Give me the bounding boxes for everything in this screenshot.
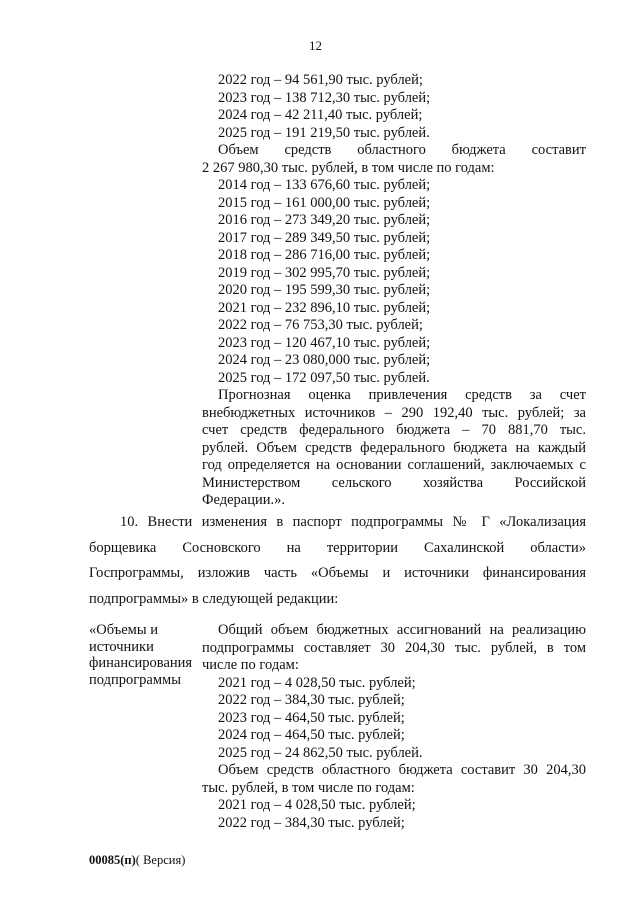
year-line: 2018 год – 286 716,00 тыс. рублей;	[218, 247, 431, 263]
forecast-line: Министерством сельского хозяйства Российской	[202, 474, 586, 491]
year-line: 2022 год – 384,30 тыс. рублей;	[218, 692, 405, 708]
page-number: 12	[309, 38, 322, 53]
financing-block-continued	[202, 72, 586, 510]
total-allocation-line: числе по годам:	[202, 657, 299, 673]
passport-label-line: подпрограммы	[89, 671, 181, 688]
forecast-line: год определяется на основании соглашений, заключаемых с	[202, 457, 586, 473]
year-line: 2023 год – 120 467,10 тыс. рублей;	[218, 334, 431, 351]
section-10-line: борщевика Сосновского на территории Сахалинской области»	[89, 539, 586, 556]
year-line: 2016 год – 273 349,20 тыс. рублей;	[218, 212, 431, 228]
year-line: 2024 год – 464,50 тыс. рублей;	[218, 727, 405, 743]
year-line: 2021 год – 232 896,10 тыс. рублей;	[218, 299, 431, 316]
year-line: 2023 год – 464,50 тыс. рублей;	[218, 709, 405, 726]
forecast-line: Федерации.».	[202, 492, 285, 508]
year-line: 2022 год – 76 753,30 тыс. рублей;	[218, 317, 423, 333]
year-line: 2022 год – 94 561,90 тыс. рублей;	[218, 72, 423, 88]
scan-edge-mark	[0, 295, 2, 355]
year-line: 2023 год – 138 712,30 тыс. рублей;	[218, 89, 431, 106]
document-code: 00085(п)	[89, 853, 136, 867]
year-line: 2021 год – 4 028,50 тыс. рублей;	[218, 797, 416, 813]
regional-budget-total: 2 267 980,30 тыс. рублей, в том числе по годам:	[202, 159, 495, 176]
year-line: 2024 год – 23 080,000 тыс. рублей;	[218, 352, 431, 368]
passport-label-line: источники	[89, 638, 154, 655]
forecast-line: внебюджетных источников – 290 192,40 тыс. рублей; за	[202, 404, 586, 421]
section-10-line: подпрограммы» в следующей редакции:	[89, 590, 339, 607]
year-line: 2014 год – 133 676,60 тыс. рублей;	[218, 177, 431, 193]
total-allocation-line: подпрограммы составляет 30 204,30 тыс. рублей, в том	[202, 639, 586, 656]
year-line: 2022 год – 384,30 тыс. рублей;	[218, 814, 405, 831]
passport-value-column	[202, 622, 586, 832]
passport-label-line: финансирования	[89, 655, 193, 671]
section-10-paragraph	[89, 510, 586, 612]
forecast-line: Прогнозная оценка привлечения средств за счет	[218, 387, 586, 403]
year-line: 2017 год – 289 349,50 тыс. рублей;	[218, 229, 431, 246]
regional-budget-line: тыс. рублей, в том числе по годам:	[202, 779, 415, 796]
year-line: 2019 год – 302 995,70 тыс. рублей;	[218, 264, 431, 281]
section-10-line: Госпрограммы, изложив часть «Объемы и источники финансирования	[89, 565, 586, 581]
document-version: ( Версия)	[135, 853, 186, 867]
year-line: 2020 год – 195 599,30 тыс. рублей;	[218, 282, 431, 298]
regional-budget-line: Объем средств областного бюджета составит 30 204,30	[218, 762, 586, 778]
year-line: 2024 год – 42 211,40 тыс. рублей;	[218, 107, 423, 123]
forecast-line: рублей. Объем средств федерального бюджета на каждый	[202, 439, 586, 456]
forecast-line: счет средств федерального бюджета – 70 881,70 тыс.	[202, 422, 586, 438]
regional-budget-intro: Объем средств областного бюджета составит	[218, 142, 586, 158]
document-footer	[89, 852, 185, 870]
passport-label-line: «Объемы и	[89, 622, 158, 638]
year-line: 2015 год – 161 000,00 тыс. рублей;	[218, 194, 431, 211]
year-line: 2025 год – 24 862,50 тыс. рублей.	[218, 744, 423, 761]
passport-label-column	[89, 622, 199, 688]
year-line: 2025 год – 172 097,50 тыс. рублей.	[218, 369, 430, 386]
section-10-line: 10. Внести изменения в паспорт подпрограммы № Г «Локализация	[120, 514, 586, 530]
total-allocation-line: Общий объем бюджетных ассигнований на реализацию	[218, 622, 586, 638]
year-line: 2025 год – 191 219,50 тыс. рублей.	[218, 124, 430, 141]
year-line: 2021 год – 4 028,50 тыс. рублей;	[218, 674, 416, 691]
